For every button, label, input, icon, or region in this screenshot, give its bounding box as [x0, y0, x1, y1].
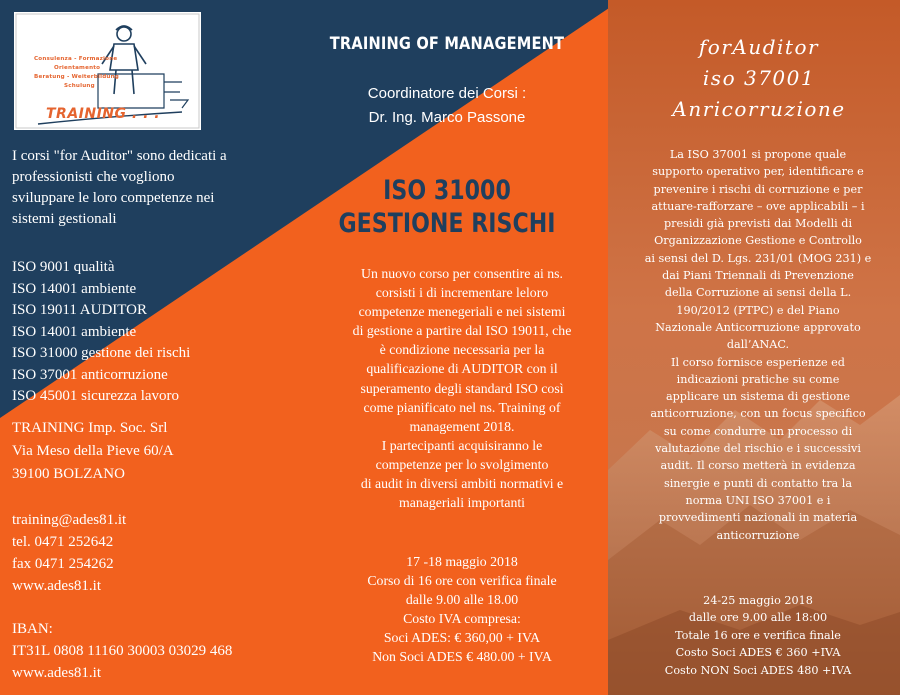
- course-schedule: [324, 552, 600, 667]
- schedule-line: dalle 9.00 alle 18.00: [405, 592, 519, 608]
- list-item: ISO 37001 anticorruzione: [12, 366, 168, 383]
- website-link[interactable]: www.ades81.it: [12, 665, 102, 681]
- body-line: applicare un sistema di gestione: [665, 390, 851, 404]
- body-line: audit. Il corso metterà in evidenza: [660, 459, 856, 473]
- body-line: ai sensi del D. Lgs. 231/01 (MOG 231) e: [644, 251, 872, 265]
- list-item: ISO 45001 sicurezza lavoro: [12, 388, 180, 404]
- body-line: I partecipanti acquisiranno le: [381, 437, 543, 453]
- coordinator-block: [302, 82, 592, 130]
- iban-label: IBAN:: [12, 621, 53, 637]
- intro-paragraph: [12, 146, 277, 230]
- body-line: competenze per lo svolgimento: [375, 456, 549, 472]
- body-line: competenze menegeriali e nei sistemi: [358, 304, 566, 320]
- body-line: manageriali importanti: [398, 495, 526, 511]
- body-line: presidi già previsti dai Modelli di: [663, 217, 853, 231]
- body-line: anticorruzione, con un focus specifico: [650, 407, 866, 421]
- body-line: corsisti i di incrementare leloro: [375, 285, 549, 301]
- body-line: anticorruzione: [716, 528, 800, 542]
- title-line: forAuditor: [698, 35, 820, 59]
- auditor-schedule: [616, 592, 900, 679]
- body-line: di audit in diversi ambiti normativi e: [360, 476, 564, 492]
- body-line: Organizzazione Gestione e Controllo: [654, 234, 862, 248]
- company-street: Via Meso della Pieve 60/A: [12, 443, 174, 459]
- price-line: Soci ADES: € 360,00 + IVA: [383, 630, 541, 646]
- company-address: [12, 418, 252, 487]
- title-line: Anricorruzione: [672, 97, 846, 121]
- body-line: della Corruzione ai sensi della L.: [664, 286, 852, 300]
- iso-standards-list: [12, 257, 252, 408]
- intro-line: sistemi gestionali: [12, 211, 117, 227]
- body-line: dall’ANAC.: [726, 338, 790, 352]
- body-line: provvedimenti nazionali in materia: [658, 511, 858, 525]
- list-item: ISO 9001 qualità: [12, 259, 115, 275]
- coordinator-label: Coordinatore dei Corsi :: [367, 85, 527, 102]
- phone-number: tel. 0471 252642: [12, 534, 114, 550]
- intro-line: sviluppare le loro competenze nei: [12, 190, 215, 206]
- body-line: supporto operativo per, identificare e: [652, 165, 864, 179]
- body-line: superamento degli standard ISO così: [360, 380, 564, 396]
- body-line: dai Piani Triennali di Prevenzione: [662, 269, 854, 283]
- list-item: ISO 14001 ambiente: [12, 280, 137, 297]
- body-line: 190/2012 (PTPC) e del Piano: [676, 303, 840, 317]
- price-line: Costo Soci ADES € 360 +IVA: [675, 646, 841, 660]
- price-line: Costo NON Soci ADES 480 +IVA: [664, 663, 852, 677]
- body-line: è condizione necessaria per la: [379, 342, 545, 358]
- logo-brand: TRAINING . . .: [46, 106, 161, 122]
- logo-line-3: Beratung - Weiterbildung: [34, 74, 119, 80]
- logo-line-1: Consulenza - Formazione: [34, 56, 118, 62]
- heading-line-2: GESTIONE RISCHI: [338, 208, 556, 239]
- schedule-line: 17 -18 maggio 2018: [406, 554, 518, 569]
- schedule-line: Costo IVA compresa:: [403, 611, 521, 627]
- company-city: 39100 BOLZANO: [12, 466, 125, 482]
- list-item: ISO 31000 gestione dei rischi: [12, 345, 191, 361]
- body-line: su come condurre un processo di: [663, 424, 853, 438]
- auditor-title: [620, 32, 898, 125]
- body-line: di gestione a partire dal ISO 19011, che: [352, 323, 572, 339]
- intro-line: I corsi "for Auditor" sono dedicati a: [12, 148, 227, 164]
- body-line: indicazioni pratiche su come: [676, 372, 840, 386]
- body-line: Nazionale Anticorruzione approvato: [655, 320, 861, 334]
- body-line: Il corso fornisce esperienze ed: [671, 355, 845, 369]
- list-item: ISO 14001 ambiente: [12, 323, 137, 340]
- body-line: qualificazione di AUDITOR con il: [366, 361, 558, 377]
- course-heading: [328, 174, 566, 240]
- schedule-line: Corso di 16 ore con verifica finale: [367, 573, 557, 589]
- coordinator-name: Dr. Ing. Marco Passone: [368, 109, 526, 126]
- email-link[interactable]: training@ades81.it: [12, 512, 127, 528]
- logo-line-4: Schulung: [64, 83, 95, 89]
- training-title: TRAINING OF MANAGEMENT: [329, 34, 565, 54]
- body-line: Un nuovo corso per consentire ai ns.: [361, 266, 563, 281]
- schedule-line: dalle ore 9.00 alle 18:00: [688, 611, 828, 625]
- price-line: Non Soci ADES € 480.00 + IVA: [372, 649, 552, 665]
- website-link[interactable]: www.ades81.it: [12, 578, 102, 594]
- body-line: prevenire i rischi di corruzione e per: [653, 182, 863, 196]
- intro-line: professionisti che vogliono: [12, 169, 175, 185]
- iban-number: IT31L 0808 11160 30003 03029 468: [12, 643, 233, 659]
- body-line: La ISO 37001 si propone quale: [669, 148, 847, 161]
- training-logo: [14, 12, 201, 130]
- course-description: [324, 264, 600, 512]
- list-item: ISO 19011 AUDITOR: [12, 302, 148, 318]
- anticorruption-description: [616, 146, 900, 544]
- iban-info: [12, 619, 292, 685]
- body-line: come pianificato nel ns. Training of: [363, 399, 561, 415]
- company-name: TRAINING Imp. Soc. Srl: [12, 420, 168, 436]
- body-line: management 2018.: [409, 418, 515, 434]
- logo-line-2: Orientamento: [54, 65, 101, 71]
- schedule-line: Totale 16 ore e verifica finale: [675, 628, 841, 642]
- title-line: iso 37001: [702, 66, 816, 90]
- body-line: valutazione del rischio e i successivi: [655, 442, 861, 456]
- fax-number: fax 0471 254262: [12, 556, 114, 572]
- schedule-line: 24-25 maggio 2018: [703, 594, 813, 607]
- heading-line-1: ISO 31000: [383, 175, 511, 206]
- body-line: sinergie e punti di contatto tra la: [663, 476, 853, 490]
- body-line: attuare-rafforzare – ove applicabili – i: [651, 199, 865, 213]
- contact-info: [12, 510, 252, 598]
- body-line: norma UNI ISO 37001 e i: [685, 493, 831, 507]
